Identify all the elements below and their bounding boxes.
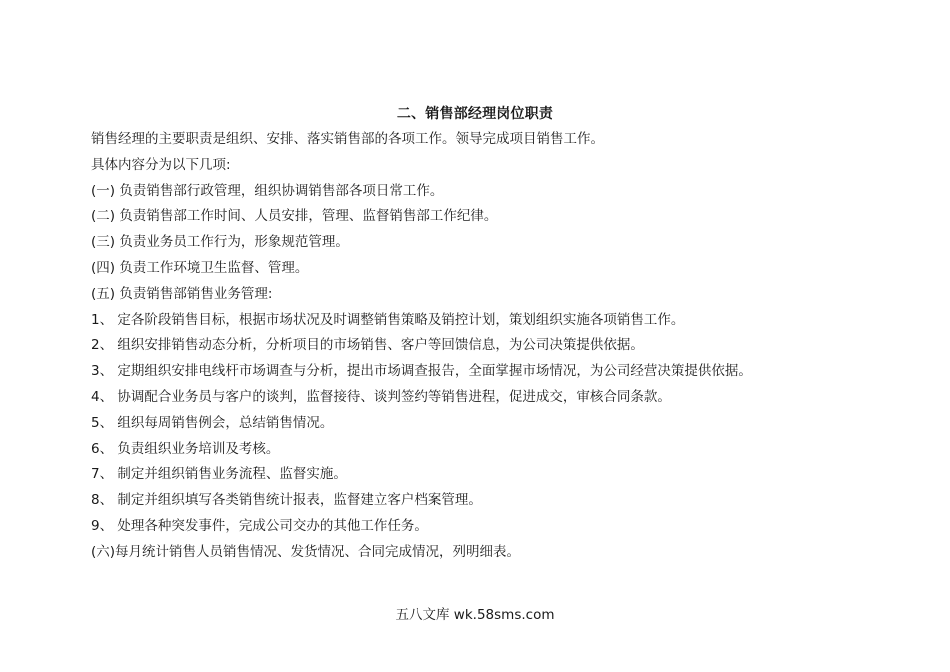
sub-item-5: 5、 组织每周销售例会，总结销售情况。 [91,414,334,431]
intro-paragraph: 销售经理的主要职责是组织、安排、落实销售部的各项工作。领导完成项目销售工作。 [91,131,604,147]
duty-item-4: (四) 负责工作环境卫生监督、管理。 [91,259,309,276]
document-body [91,127,911,566]
duty-item-1: (一) 负责销售部行政管理，组织协调销售部各项日常工作。 [91,182,444,199]
sub-item-4: 4、 协调配合业务员与客户的谈判，监督接待、谈判签约等销售进程，促进成交，审核合同条款。 [91,388,671,405]
sub-item-3: 3、 定期组织安排电线杆市场调查与分析，提出市场调查报告，全面掌握市场情况，为公司经营决策提供依据。 [91,363,752,380]
duty-item-6: (六)每月统计销售人员销售情况、发货情况、合同完成情况，列明细表。 [91,543,521,560]
sub-item-9: 9、 处理各种突发事件，完成公司交办的其他工作任务。 [91,517,428,534]
sub-item-1: 1、 定各阶段销售目标，根据市场状况及时调整销售策略及销控计划，策划组织实施各项销售工作。 [91,311,685,328]
duty-item-2: (二) 负责销售部工作时间、人员安排，管理、监督销售部工作纪律。 [91,208,498,225]
document-title: 二、销售部经理岗位职责 [396,106,554,122]
duty-item-3: (三) 负责业务员工作行为，形象规范管理。 [91,234,349,251]
sub-item-8: 8、 制定并组织填写各类销售统计报表，监督建立客户档案管理。 [91,492,482,509]
footer-watermark: 五八文库 wk.58sms.com [395,607,555,623]
duty-item-5: (五) 负责销售部销售业务管理: [91,285,273,302]
sub-item-7: 7、 制定并组织销售业务流程、监督实施。 [91,466,347,483]
content-heading: 具体内容分为以下几项: [91,156,231,173]
sub-item-2: 2、 组织安排销售动态分析，分析项目的市场销售、客户等回馈信息，为公司决策提供依据。 [91,337,644,354]
sub-item-6: 6、 负责组织业务培训及考核。 [91,440,280,457]
